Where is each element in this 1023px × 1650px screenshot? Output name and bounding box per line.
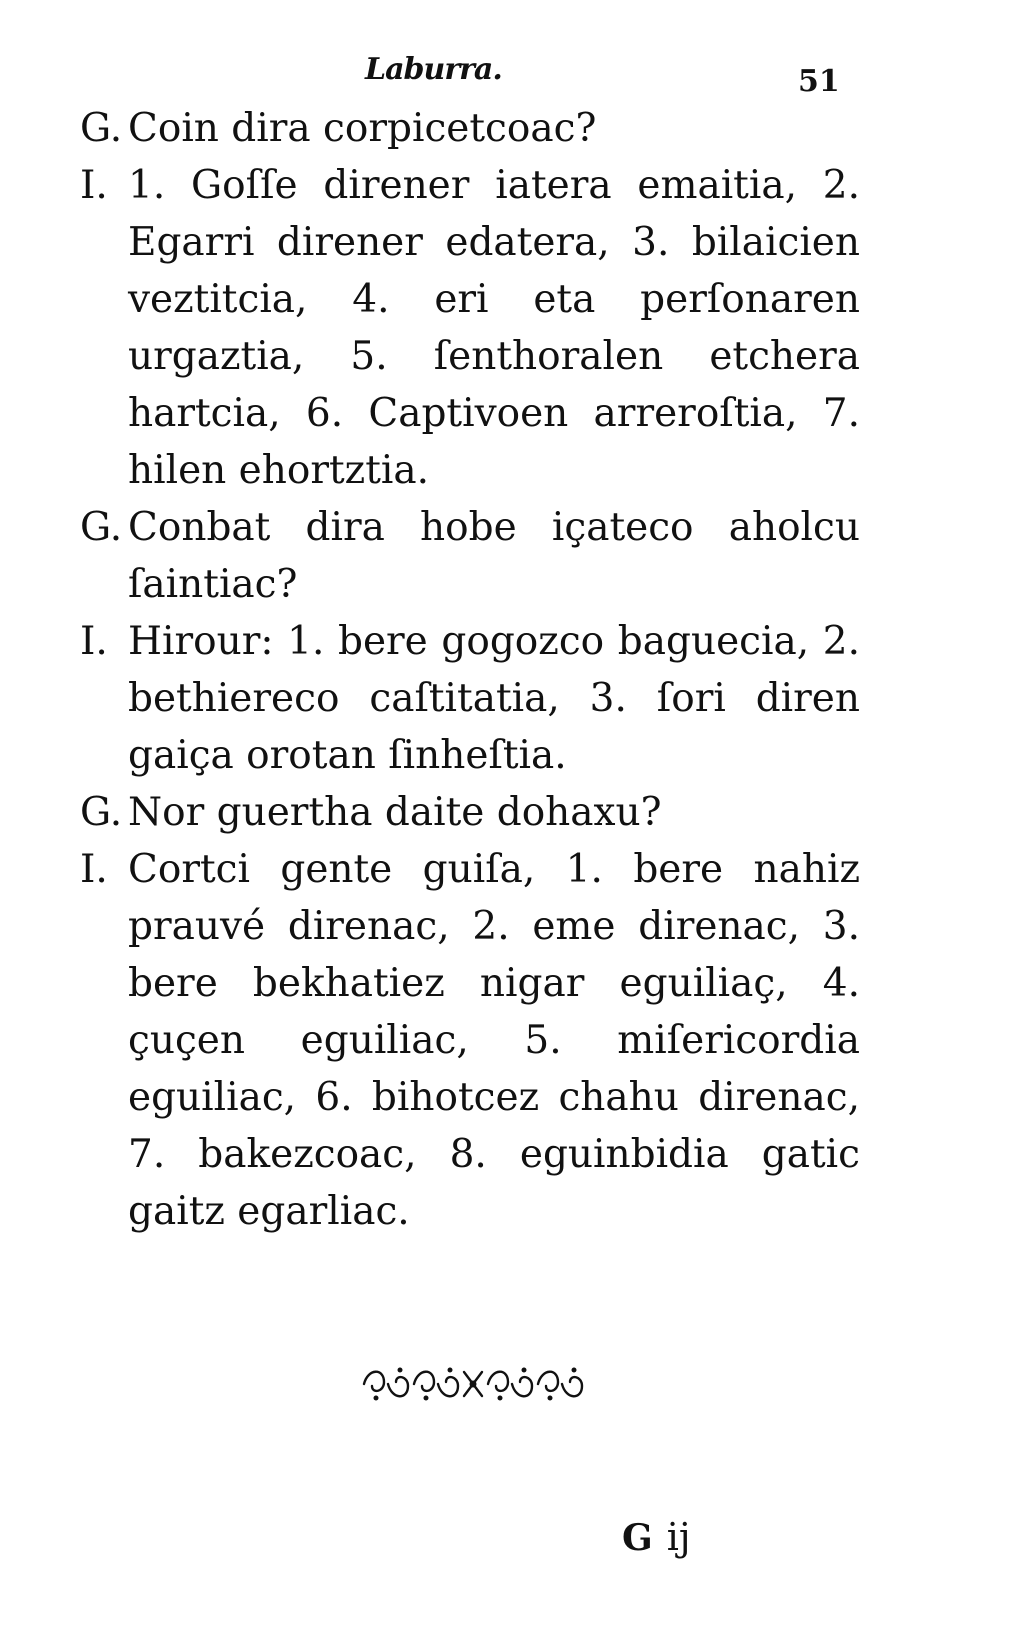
speaker-label: I. [80,619,108,664]
page-number: 51 [798,64,840,99]
entry-text: Nor guertha daite dohaxu? [128,790,662,835]
speaker-label: I. [80,847,108,892]
signature-letter: G [622,1517,653,1559]
question-conbat-dira [80,499,860,613]
answer-beatitudes [80,841,860,1240]
signature-mark [622,1515,691,1559]
speaker-label: G. [80,106,123,151]
answer-corporal-works [80,157,860,499]
entry-text: Cortci gente guiſa, 1. bere nahiz prauvé direnac, 2. eme direnac, 3. bere bekhatiez nigar eguiliaç, 4. çuçen eguiliac, 5. miſericordia eguiliac, 6. bihotcez chahu direnac, 7. bakezcoac, 8. eguinbidia gatic gaitz egarliac. [128,847,860,1234]
question-coin-dira [80,100,860,157]
entry-text: 1. Goſſe direner iatera emaitia, 2. Egarri direner edatera, 3. bilaicien veztitcia, 4. eri eta perſonaren urgaztia, 5. ſenthoralen etchera hartcia, 6. Captivoen arreroſtia, 7. hilen ehortztia. [128,163,860,493]
speaker-label: G. [80,790,123,835]
speaker-label: I. [80,163,108,208]
entry-text: Hirour: 1. bere gogozco baguecia, 2. bethiereco caſtitatia, 3. ſori diren gaiça orotan ſinheſtia. [128,619,860,778]
signature-number: ij [666,1515,691,1559]
running-head: Laburra. [365,52,502,87]
speaker-label: G. [80,505,123,550]
answer-counsels [80,613,860,784]
printers-ornament-icon [358,1362,588,1406]
catechism-text [80,100,860,1240]
question-nor-guertha [80,784,860,841]
entry-text: Conbat dira hobe içateco aholcu ſaintiac? [128,505,860,607]
entry-text: Coin dira corpicetcoac? [128,106,597,151]
